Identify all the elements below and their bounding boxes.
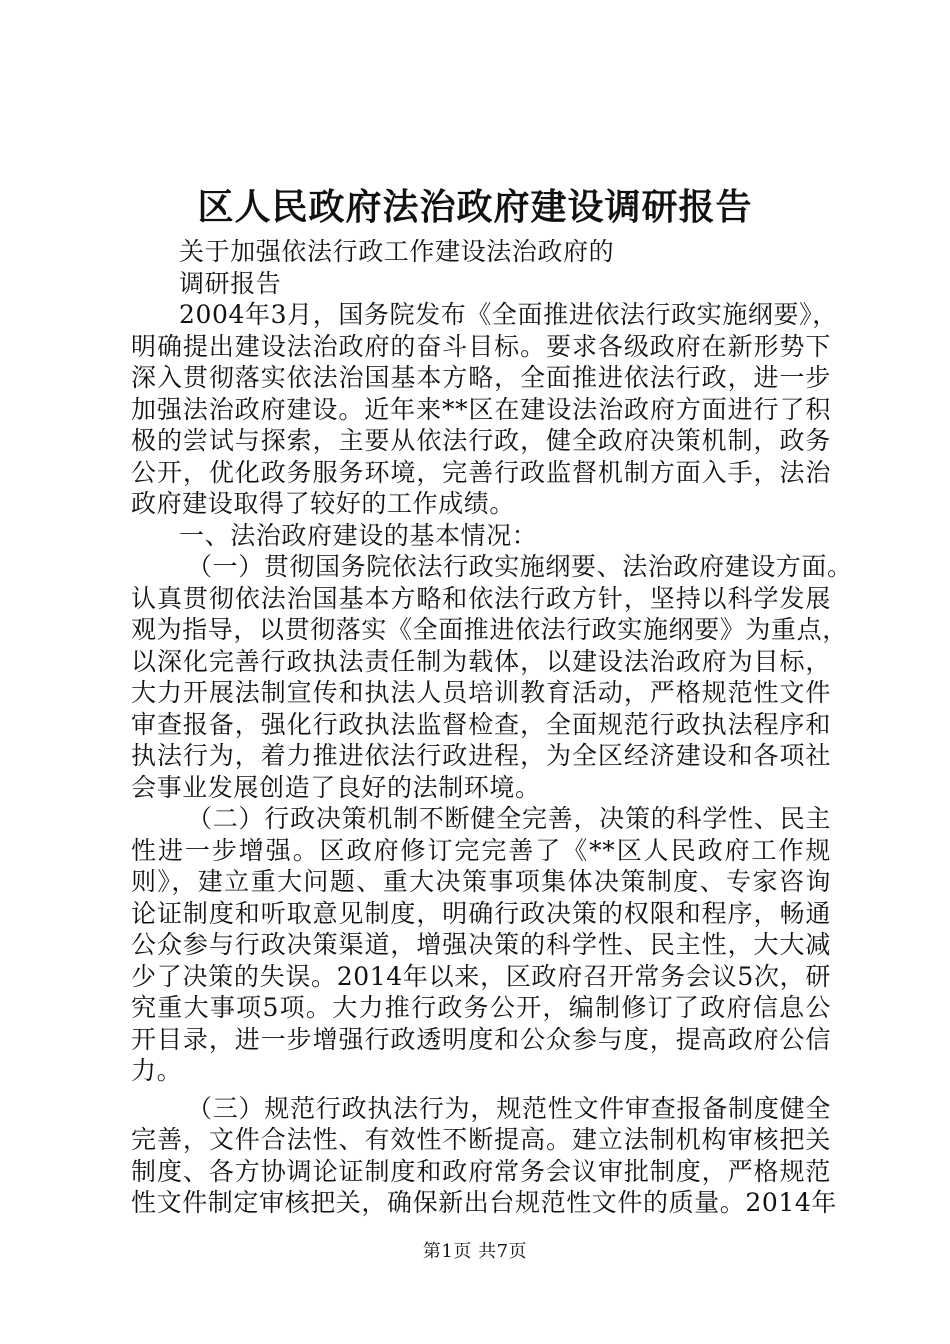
document-body xyxy=(131,236,853,1219)
paragraph-line: 明确提出建设法治政府的奋斗目标。要求各级政府在新形势下 xyxy=(131,331,831,361)
paragraph-line: 性进一步增强。区政府修订完完善了《**区人民政府工作规 xyxy=(131,835,831,865)
paragraph-line: 审查报备，强化行政执法监督检查，全面规范行政执法程序和 xyxy=(131,709,831,739)
paragraph-line: 公开，优化政务服务环境，完善行政监督机制方面入手，法治 xyxy=(131,457,831,487)
page-footer: 第1页 共7页 xyxy=(422,1241,528,1262)
paragraph-line: 执法行为，着力推进依法行政进程，为全区经济建设和各项社 xyxy=(131,741,831,770)
paragraph-line: 认真贯彻依法治国基本方略和依法行政方针，坚持以科学发展 xyxy=(131,583,831,613)
paragraph-line: 究重大事项5项。大力推行政务公开，编制修订了政府信息公 xyxy=(131,993,831,1022)
paragraph-line: 则》，建立重大问题、重大决策事项集体决策制度、专家咨询 xyxy=(131,867,831,896)
paragraph-line: 完善，文件合法性、有效性不断提高。建立法制机构审核把关 xyxy=(131,1125,831,1154)
document-title: 区人民政府法治政府建设调研报告 xyxy=(197,187,753,228)
paragraph-line: （三）规范行政执法行为，规范性文件审查报备制度健全 xyxy=(187,1093,831,1123)
paragraph-line: 政府建设取得了较好的工作成绩。 xyxy=(131,489,516,518)
paragraph-line: 极的尝试与探索，主要从依法行政，健全政府决策机制，政务 xyxy=(131,426,831,455)
section-heading: 一、法治政府建设的基本情况： xyxy=(179,520,538,550)
paragraph-line: 2004年3月，国务院发布《全面推进依法行政实施纲要》， xyxy=(179,300,838,329)
paragraph-line: 论证制度和听取意见制度，明确行政决策的权限和程序，畅通 xyxy=(131,898,831,928)
paragraph-line: 会事业发展创造了良好的法制环境。 xyxy=(131,772,541,802)
subtitle-line: 关于加强依法行政工作建设法治政府的 xyxy=(179,237,615,266)
paragraph-line: （二）行政决策机制不断健全完善，决策的科学性、民主 xyxy=(187,804,831,833)
paragraph-line: 力。 xyxy=(131,1056,183,1085)
paragraph-line: 深入贯彻落实依法治国基本方略，全面推进依法行政，进一步 xyxy=(131,363,831,392)
subtitle-line: 调研报告 xyxy=(179,268,282,298)
paragraph-line: 少了决策的失误。2014年以来，区政府召开常务会议5次，研 xyxy=(131,961,831,991)
paragraph-line: 大力开展法制宣传和执法人员培训教育活动，严格规范性文件 xyxy=(131,678,831,707)
paragraph-line: （一）贯彻国务院依法行政实施纲要、法治政府建设方面。 xyxy=(187,552,853,581)
paragraph-line: 制度、各方协调论证制度和政府常务会议审批制度，严格规范 xyxy=(131,1156,831,1186)
paragraph-line: 公众参与行政决策渠道，增强决策的科学性、民主性，大大减 xyxy=(131,930,831,959)
paragraph-line: 开目录，进一步增强行政透明度和公众参与度，提高政府公信 xyxy=(131,1024,831,1054)
paragraph-line: 性文件制定审核把关，确保新出台规范性文件的质量。2014年 xyxy=(131,1188,838,1217)
paragraph-line: 以深化完善行政执法责任制为载体，以建设法治政府为目标， xyxy=(131,646,831,676)
paragraph-line: 加强法治政府建设。近年来**区在建设法治政府方面进行了积 xyxy=(131,394,831,424)
paragraph-line: 观为指导，以贯彻落实《全面推进依法行政实施纲要》为重点， xyxy=(131,615,848,644)
